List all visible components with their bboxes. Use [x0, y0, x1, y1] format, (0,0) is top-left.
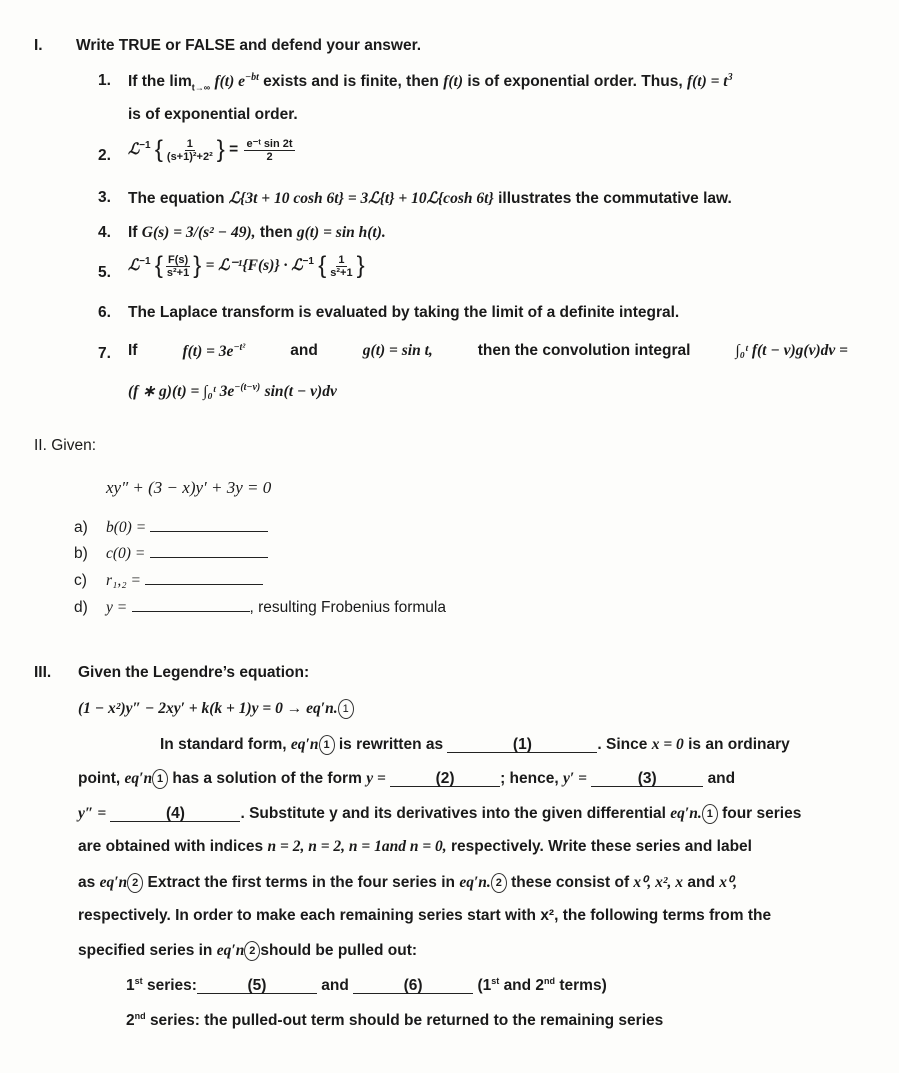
answer-blank-4[interactable]: (4) — [110, 806, 240, 822]
para-line-6: respectively. In order to make each remaining series start with x², the following terms from the — [78, 907, 772, 924]
item-3-text: The equation ℒ{3t + 10 cosh 6t} = 3ℒ{t} + 10ℒ{cosh 6t} illustrates the commutative law. — [128, 190, 732, 207]
para-line-3: y″ = (4) . Substitute y and its derivatives into the given differential eq′n. 1 four series — [78, 805, 802, 823]
section2-item-a: a) b(0) = — [74, 519, 268, 537]
answer-blank-6[interactable]: (6) — [353, 978, 473, 994]
item-1-line2: is of exponential order. — [128, 106, 298, 123]
answer-blank-5[interactable]: (5) — [197, 978, 317, 994]
item-2-number: 2. — [98, 147, 111, 164]
item-7-number: 7. — [98, 345, 111, 362]
para-line-5: as eq′n 2 Extract the first terms in the four series in eq′n. 2 these consist of x⁰, x², x and x⁰, — [78, 874, 738, 892]
section1-numeral: I. — [34, 37, 43, 54]
item-4-number: 4. — [98, 224, 111, 241]
item-7-line1: If $f(t) = 3e^{-t^2}$ and g(t) = sin t, then the convolution integral ∫₀ᵗ f(t − v)g(v)dv = — [128, 342, 848, 361]
item-1-number: 1. — [98, 72, 111, 89]
item-6-number: 6. — [98, 304, 111, 321]
answer-blank-3[interactable]: (3) — [591, 771, 703, 787]
item-5-formula: ℒ$^{-1}$ { $\frac{F(s)}{\text{s²+1}}$ } = ℒ⁻¹{F(s)} · ℒ$^{-1}$ { $\frac{1}{\text{s²+1}}$ } — [128, 252, 365, 279]
section2-item-d: d) y = , resulting Frobenius formula — [74, 599, 446, 616]
answer-blank-d[interactable] — [132, 611, 250, 612]
section3-numeral: III. — [34, 664, 52, 681]
para-line-4: are obtained with indices n = 2, n = 2, n = 1and n = 0, respectively. Write these series and label — [78, 838, 752, 855]
item-2-formula: ℒ$^{-1}$ { $\frac{1}{\text{(s+1)²+2²}}$ } = $\frac{\text{e⁻ᵗ sin 2t}}{2}$ — [128, 136, 293, 163]
para-line-2: point, eq′n 1 has a solution of the form y = (2) ; hence, y′ = (3) and — [78, 770, 736, 788]
section2-item-c: c) r₁,₂ = — [74, 572, 263, 590]
section2-equation: xy″ + (3 − x)y′ + 3y = 0 — [106, 478, 272, 497]
first-series-line: 1st series: (5) and (6) (1st and 2nd terms) — [126, 976, 607, 995]
answer-blank-c[interactable] — [145, 584, 263, 585]
section3-heading: Given the Legendre’s equation: — [78, 664, 310, 681]
answer-blank-1[interactable]: (1) — [447, 737, 597, 753]
item-7-line2: (f ∗ g)(t) = ∫₀ᵗ $3e^{-(t-v)}$ sin(t − v)dv — [128, 382, 337, 401]
item-4-text: If G(s) = 3/(s² − 49), then g(t) = sin h(t). — [128, 224, 386, 241]
section1-heading: Write TRUE or FALSE and defend your answer. — [76, 37, 422, 54]
legendre-equation: (1 − x²)y″ − 2xy′ + k(k + 1)y = 0 → eq′n. 1 — [78, 699, 354, 719]
para-line-1: In standard form, eq′n 1 is rewritten as (1) . Since x = 0 is an ordinary — [160, 736, 790, 754]
answer-blank-2[interactable]: (2) — [390, 771, 500, 787]
section2-item-b: b) c(0) = — [74, 545, 268, 563]
answer-blank-a[interactable] — [150, 531, 268, 532]
section2-heading: II. Given: — [34, 437, 97, 454]
para-line-7: specified series in eq′n 2 should be pulled out: — [78, 942, 418, 960]
item-5-number: 5. — [98, 264, 111, 281]
second-series-line: 2nd series: the pulled-out term should be returned to the remaining series — [126, 1011, 664, 1030]
item-1-line1: If the $\lim_{t\to\infty} f(t)$ $e^{-bt}$ exists and is finite, then f(t) is of exponential order. Thus, $f(t) = t^3$ — [128, 72, 733, 93]
item-6-text: The Laplace transform is evaluated by taking the limit of a definite integral. — [128, 304, 680, 321]
answer-blank-b[interactable] — [150, 557, 268, 558]
item-3-number: 3. — [98, 189, 111, 206]
